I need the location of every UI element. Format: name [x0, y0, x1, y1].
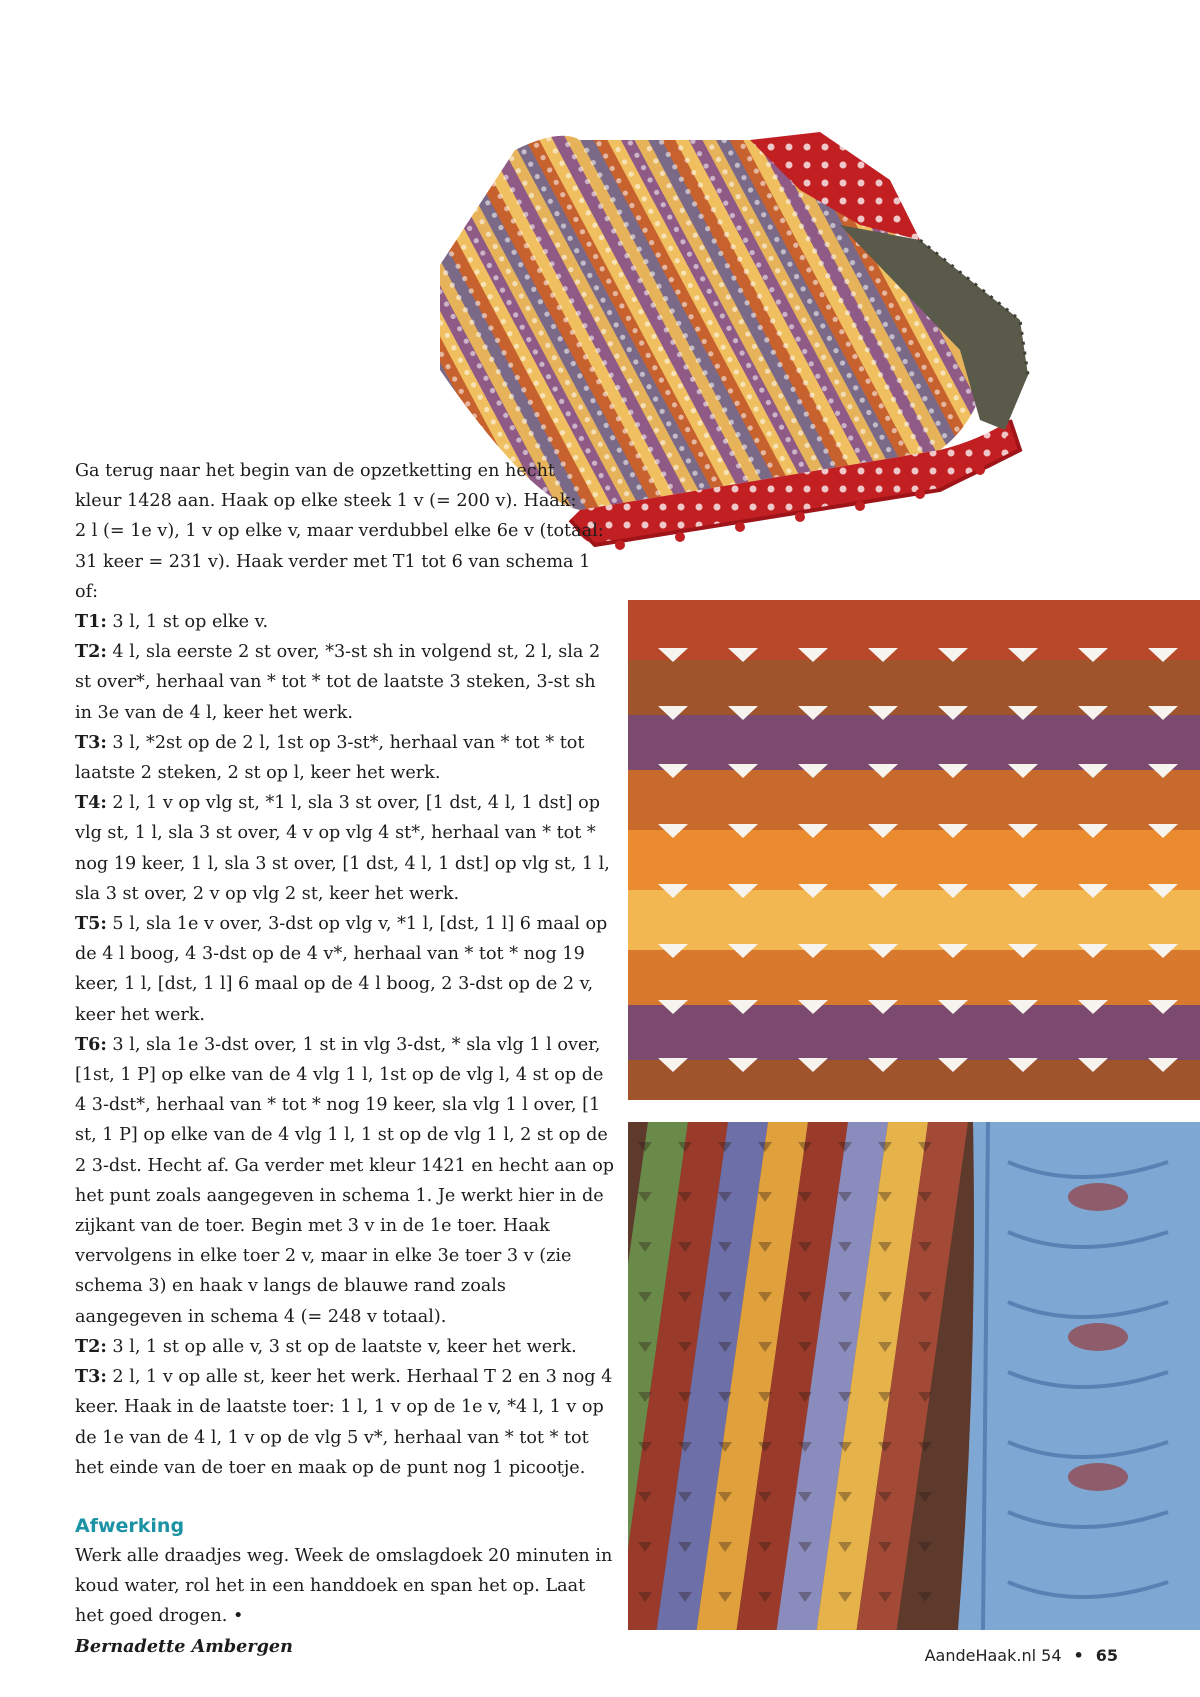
row-instruction	[75, 1332, 615, 1362]
row-label: T3:	[75, 731, 107, 753]
row-instruction	[75, 728, 615, 788]
pattern-instructions	[75, 456, 615, 1662]
row-label: T3:	[75, 1366, 107, 1388]
intro-paragraph	[75, 456, 615, 607]
author-name: Bernadette Ambergen	[75, 1635, 293, 1657]
intro-line: kleur 1428 aan. Haak op elke steek 1 v (= 200 v). Haak:	[75, 491, 577, 512]
row-instruction	[75, 1030, 615, 1332]
row-text: 3 l, 1 st op elke v.	[106, 612, 269, 633]
row-instruction	[75, 909, 615, 1030]
border-detail-photo	[628, 1122, 1200, 1630]
page-footer	[925, 1646, 1118, 1665]
row-label: T2:	[75, 641, 107, 663]
row-instruction	[75, 607, 615, 637]
intro-line: 2 l (= 1e v), 1 v op elke v, maar verdubbel elke 6e v (totaal:	[75, 521, 604, 542]
row-text: 2 l, 1 v op alle st, keer het werk. Herhaal T 2 en 3 nog 4 keer. Haak in de laatste toer: 1 l, 1 v op de 1e v, *4 l, 1 v op de 1e van de 4 l, 1 v op de vlg 5 v*, herhaal van * tot * tot het einde van de toer en maak op de punt nog 1 picootje.	[75, 1367, 613, 1478]
intro-line: Ga terug naar het begin van de opzetketting en hecht	[75, 461, 556, 481]
row-label: T2:	[75, 1335, 107, 1357]
row-label: T1:	[75, 611, 107, 633]
intro-line: 31 keer = 231 v). Haak verder met T1 tot 6 van schema 1 of:	[75, 551, 591, 602]
border-closeup-photo-icon	[628, 1122, 1200, 1630]
granny-stitch-closeup-photo-icon	[628, 600, 1200, 1100]
row-text: 3 l, sla 1e 3-dst over, 1 st in vlg 3-dst, * sla vlg 1 l over, [1st, 1 P] op elke van de 4 vlg 1 l, 1st op de vlg l, 4 st op de 4 3-dst*, herhaal van * tot * nog 19 keer, sla vlg 1 l over, [1 st, 1 P] op elke van de 4 vlg 1 l, 1 st op de vlg 1 l, 2 st op de 2 3-dst. Hecht af. Ga verder met kleur 1421 en hecht aan op het punt zoals aangegeven in schema 1. Je werkt hier in de zijkant van de toer. Begin met 3 v in de 1e toer. Haak vervolgens in elke toer 2 v, maar in elke 3e toer 3 v (zie schema 3) en haak v langs de blauwe rand zoals aangegeven in schema 4 (= 248 v totaal).	[75, 1034, 615, 1327]
page-number: 65	[1095, 1646, 1118, 1665]
finishing-title: Afwerking	[75, 1514, 185, 1537]
publication-name: AandeHaak.nl 54	[924, 1646, 1062, 1665]
row-label: T6:	[75, 1033, 107, 1055]
row-text: 2 l, 1 v op vlg st, *1 l, sla 3 st over, [1 dst, 4 l, 1 dst] op vlg st, 1 l, sla 3 st over, 4 v op vlg 4 st*, herhaal van * tot * nog 19 keer, 1 l, sla 3 st over, [1 dst, 4 l, 1 dst] op vlg st, 1 l, sla 3 st over, 2 v op vlg 2 st, keer het werk.	[75, 793, 610, 904]
finishing-text: Werk alle draadjes weg. Week de omslagdoek 20 minuten in koud water, rol het in een handdoek en span het op. Laat het goed drogen. •	[75, 1545, 613, 1627]
row-label: T4:	[75, 792, 107, 814]
stitch-detail-photo	[628, 600, 1200, 1100]
row-instruction	[75, 637, 615, 728]
row-text: 4 l, sla eerste 2 st over, *3-st sh in volgend st, 2 l, sla 2 st over*, herhaal van * tot * tot de laatste 3 steken, 3-st sh in 3e van de 4 l, keer het werk.	[75, 642, 601, 723]
row-text: 5 l, sla 1e v over, 3-dst op vlg v, *1 l, [dst, 1 l] 6 maal op de 4 l boog, 4 3-dst op de 4 v*, herhaal van * tot * nog 19 keer, 1 l, [dst, 1 l] 6 maal op de 4 l boog, 2 3-dst op de 2 v, keer het werk.	[75, 914, 608, 1025]
row-instruction	[75, 1362, 615, 1483]
row-label: T5:	[75, 913, 107, 935]
row-text: 3 l, *2st op de 2 l, 1st op 3-st*, herhaal van * tot * tot laatste 2 steken, 2 st op l, keer het werk.	[75, 732, 585, 784]
row-instruction	[75, 788, 615, 909]
row-text: 3 l, 1 st op alle v, 3 st op de laatste v, keer het werk.	[106, 1336, 577, 1357]
footer-separator: •	[1073, 1646, 1084, 1665]
